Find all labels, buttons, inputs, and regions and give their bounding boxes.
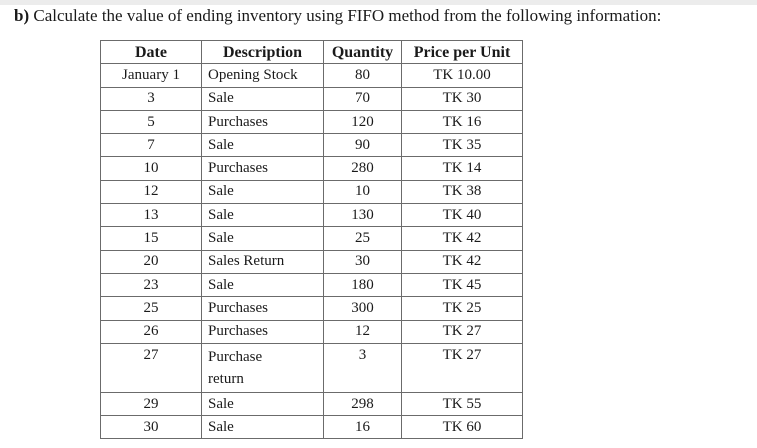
cell-description: Purchases xyxy=(202,157,324,180)
cell-date: 30 xyxy=(101,416,202,439)
table-row xyxy=(101,87,523,110)
question-text xyxy=(14,6,661,26)
cell-date: 26 xyxy=(101,320,202,343)
cell-description: Purchases xyxy=(202,320,324,343)
cell-price: TK 14 xyxy=(402,157,523,180)
cell-price: TK 38 xyxy=(402,180,523,203)
cell-quantity: 298 xyxy=(324,392,402,415)
cell-price: TK 30 xyxy=(402,87,523,110)
cell-price: TK 27 xyxy=(402,343,523,392)
cell-price: TK 55 xyxy=(402,392,523,415)
table-row xyxy=(101,416,523,439)
cell-date: 20 xyxy=(101,250,202,273)
cell-price: TK 27 xyxy=(402,320,523,343)
cell-quantity: 12 xyxy=(324,320,402,343)
cell-date: 23 xyxy=(101,273,202,296)
cell-price: TK 42 xyxy=(402,227,523,250)
cell-date: 15 xyxy=(101,227,202,250)
cell-description: Opening Stock xyxy=(202,64,324,87)
cell-price: TK 35 xyxy=(402,134,523,157)
question-part-label: b) xyxy=(14,6,30,25)
cell-description xyxy=(202,343,324,392)
header-date: Date xyxy=(101,41,202,64)
cell-quantity: 16 xyxy=(324,416,402,439)
table-row xyxy=(101,64,523,87)
table-row xyxy=(101,343,523,392)
cell-date: 5 xyxy=(101,110,202,133)
cell-quantity: 25 xyxy=(324,227,402,250)
cell-price: TK 40 xyxy=(402,204,523,227)
top-divider xyxy=(0,0,757,5)
cell-description: Sale xyxy=(202,180,324,203)
table-row xyxy=(101,134,523,157)
cell-description: Sale xyxy=(202,227,324,250)
cell-price: TK 60 xyxy=(402,416,523,439)
cell-date: 25 xyxy=(101,297,202,320)
cell-date: 29 xyxy=(101,392,202,415)
header-description: Description xyxy=(202,41,324,64)
table-header-row xyxy=(101,41,523,64)
cell-description: Sales Return xyxy=(202,250,324,273)
cell-quantity: 300 xyxy=(324,297,402,320)
cell-date: January 1 xyxy=(101,64,202,87)
header-price: Price per Unit xyxy=(402,41,523,64)
cell-description: Sale xyxy=(202,204,324,227)
cell-date: 3 xyxy=(101,87,202,110)
cell-description-line2: return xyxy=(208,370,244,387)
cell-quantity: 120 xyxy=(324,110,402,133)
header-quantity: Quantity xyxy=(324,41,402,64)
cell-description: Sale xyxy=(202,392,324,415)
cell-quantity: 70 xyxy=(324,87,402,110)
cell-description: Sale xyxy=(202,87,324,110)
question-body: Calculate the value of ending inventory using FIFO method from the following information: xyxy=(29,6,662,25)
table-row xyxy=(101,180,523,203)
cell-description: Purchases xyxy=(202,297,324,320)
table-row xyxy=(101,110,523,133)
cell-quantity: 180 xyxy=(324,273,402,296)
cell-description: Sale xyxy=(202,134,324,157)
cell-quantity: 130 xyxy=(324,204,402,227)
table-row xyxy=(101,250,523,273)
cell-price: TK 25 xyxy=(402,297,523,320)
cell-description-line1: Purchase xyxy=(208,348,263,365)
cell-quantity: 3 xyxy=(324,343,402,392)
table-row xyxy=(101,157,523,180)
table-row xyxy=(101,320,523,343)
cell-quantity: 80 xyxy=(324,64,402,87)
cell-description: Sale xyxy=(202,273,324,296)
cell-price: TK 42 xyxy=(402,250,523,273)
cell-quantity: 280 xyxy=(324,157,402,180)
cell-description: Sale xyxy=(202,416,324,439)
table-row xyxy=(101,297,523,320)
cell-description: Purchases xyxy=(202,110,324,133)
cell-price: TK 10.00 xyxy=(402,64,523,87)
table-row xyxy=(101,392,523,415)
cell-date: 10 xyxy=(101,157,202,180)
cell-price: TK 16 xyxy=(402,110,523,133)
cell-quantity: 10 xyxy=(324,180,402,203)
table-row xyxy=(101,227,523,250)
table-row xyxy=(101,273,523,296)
cell-date: 12 xyxy=(101,180,202,203)
inventory-table xyxy=(100,40,523,439)
cell-date: 7 xyxy=(101,134,202,157)
cell-price: TK 45 xyxy=(402,273,523,296)
table-row xyxy=(101,204,523,227)
cell-quantity: 90 xyxy=(324,134,402,157)
cell-date: 27 xyxy=(101,343,202,392)
cell-quantity: 30 xyxy=(324,250,402,273)
cell-date: 13 xyxy=(101,204,202,227)
